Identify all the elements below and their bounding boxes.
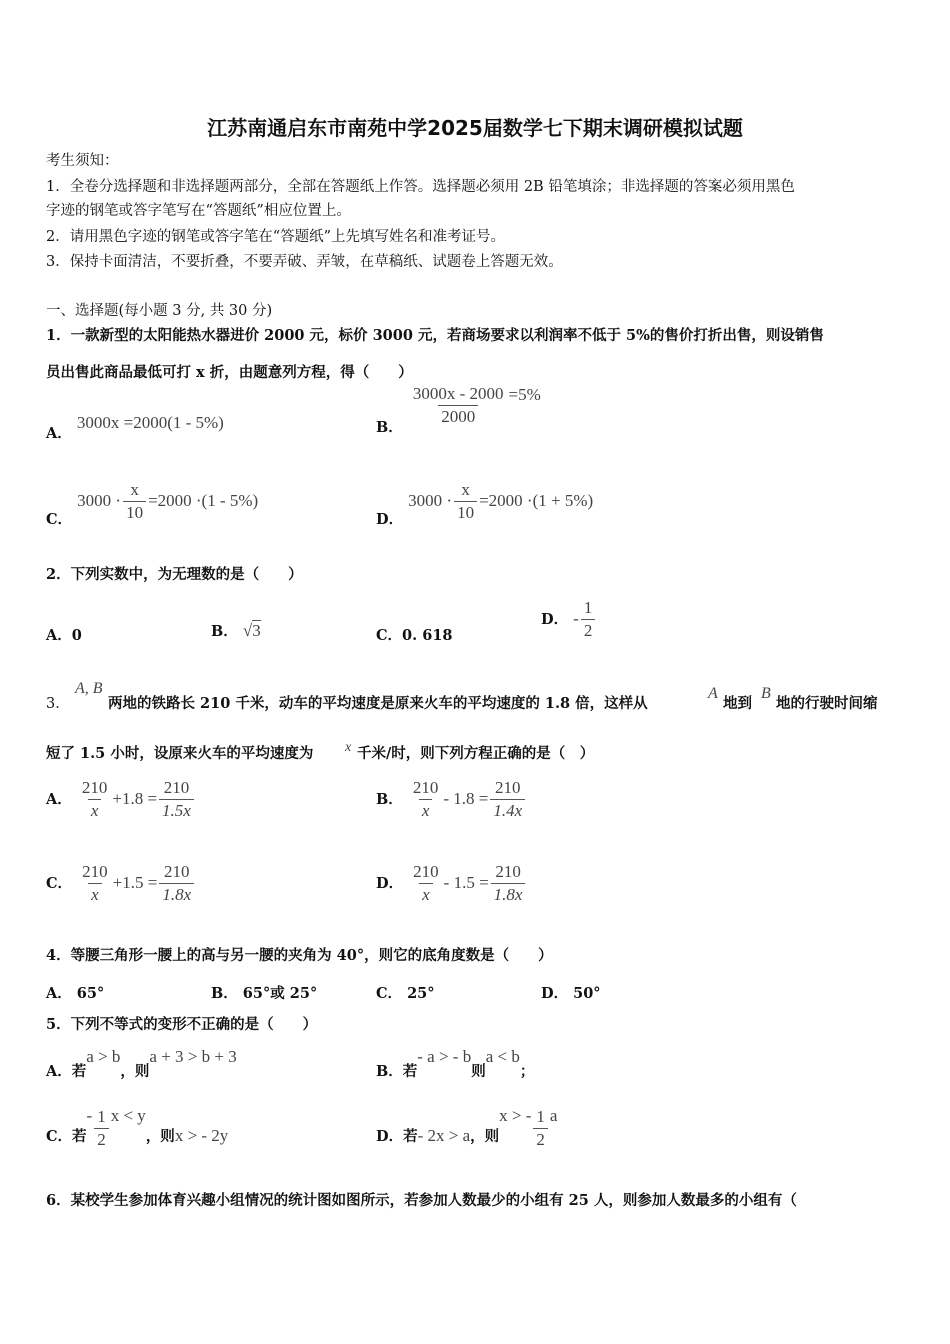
q2-option-b-label: B． (211, 623, 238, 640)
q3-option-a[interactable] (46, 778, 196, 821)
q1-option-b-label: B． (376, 419, 403, 436)
q3-option-d[interactable] (376, 862, 527, 905)
q3-option-d-frac2: $\frac{210}{1.8x}$ (491, 862, 526, 905)
q5-option-c-frac: $\frac{1}{2}$ (94, 1107, 109, 1150)
q3-option-c-op: +1.5 = (112, 873, 158, 892)
q2-option-a-label: A． (46, 627, 72, 644)
q2-option-c-label: C． (376, 627, 403, 644)
q1-option-c-label: C． (46, 511, 73, 528)
q3-option-a-frac2: $\frac{210}{1.5x}$ (159, 778, 194, 821)
q3-option-c[interactable] (46, 862, 196, 905)
q1-option-d-frac: $\frac{x}{10}$ (454, 480, 477, 523)
q5-option-b-label: B．若 (376, 1063, 418, 1080)
q3-text-1: 两地的铁路长 210 千米，动车的平均速度是原来火车的平均速度的 1.8 倍，这样从 (108, 695, 648, 712)
q2-option-b[interactable] (211, 620, 261, 641)
q3-line2b: 千米/时，则下列方程正确的是（ ） (357, 745, 595, 762)
q3-text-2: 地到 (723, 695, 752, 712)
q2-option-d[interactable] (541, 598, 597, 641)
q5-option-b-result: a < b (485, 1047, 520, 1066)
q1-option-d-post: =2000 ·(1 + 5%) (479, 491, 594, 510)
q1-stem-line2: 员出售此商品最低可打 x 折，由题意列方程，得（ ） (46, 364, 413, 381)
q1-stem-line1: 1．一款新型的太阳能热水器进价 2000 元，标价 3000 元，若商场要求以利润率不低于 5%的售价打折出售，则设销售 (46, 327, 824, 344)
q3-option-c-frac2: $\frac{210}{1.8x}$ (159, 862, 194, 905)
q2-option-a[interactable] (46, 624, 82, 645)
q5-option-c[interactable] (46, 1107, 228, 1150)
q2-option-b-value: 3 (252, 621, 261, 640)
q3-number: 3． (46, 696, 70, 712)
q2-option-d-label: D． (541, 611, 569, 628)
q1-option-d-pre: 3000 · (408, 491, 453, 510)
q3-option-d-op: - 1.5 = (443, 873, 489, 892)
q4-option-c[interactable]: C． 25° (376, 985, 435, 1002)
q3-b: B (761, 685, 771, 702)
q3-option-d-label: D． (376, 875, 404, 892)
page-title: 江苏南通启东市南苑中学2025届数学七下期末调研模拟试题 (207, 116, 743, 140)
q2-option-d-frac: $\frac{1}{2}$ (581, 598, 596, 641)
q3-option-d-frac1: $\frac{210}{x}$ (413, 862, 439, 904)
q5-option-b-cond: - a > - b (417, 1047, 472, 1066)
q5-option-a-result: a + 3 > b + 3 (149, 1047, 237, 1066)
q5-option-d-result-post: a (549, 1106, 558, 1125)
section-heading: 一、选择题(每小题 3 分, 共 30 分) (46, 303, 273, 319)
notice-line-1b: 字迹的钢笔或答字笔写在“答题纸”相应位置上。 (46, 203, 351, 219)
q3-option-c-frac1: $\frac{210}{x}$ (82, 862, 108, 904)
q3-option-a-frac1: $\frac{210}{x}$ (81, 778, 108, 820)
q1-option-d[interactable] (376, 480, 594, 528)
q1-option-c-frac: $\frac{x}{10}$ (123, 480, 146, 523)
q3-option-a-label: A． (46, 791, 72, 808)
q3-ab: A, B (75, 680, 103, 697)
q2-stem: 2．下列实数中，为无理数的是（ ） (46, 566, 303, 583)
q1-option-a-label: A． (46, 425, 72, 442)
notice-line-3: 3．保持卡面清洁，不要折叠，不要弄破、弄皱，在草稿纸、试题卷上答题无效。 (46, 254, 563, 270)
q3-option-b-frac1: $\frac{210}{x}$ (412, 778, 439, 820)
q2-option-b-radical: √ (242, 621, 253, 640)
q4-option-d[interactable]: D． 50° (541, 985, 601, 1002)
q2-option-c[interactable] (376, 624, 453, 645)
q5-stem: 5．下列不等式的变形不正确的是（ ） (46, 1016, 318, 1033)
q1-option-b-rest: =5% (508, 385, 541, 404)
q3-line2a: 短了 1.5 小时，设原来火车的平均速度为 (46, 745, 314, 762)
q4-option-b[interactable]: B． 65°或 25° (211, 985, 318, 1002)
q3-option-b-op: - 1.8 = (443, 789, 489, 808)
q5-option-d-then: ，则 (470, 1128, 500, 1145)
q3-option-c-label: C． (46, 875, 73, 892)
q3-option-b-label: B． (376, 791, 403, 808)
q5-option-a[interactable] (46, 1046, 237, 1080)
q5-option-d-frac: $\frac{1}{2}$ (533, 1107, 548, 1150)
q2-option-a-value: 0 (71, 627, 82, 644)
q1-option-c-pre: 3000 · (77, 491, 122, 510)
q6-stem: 6．某校学生参加体育兴趣小组情况的统计图如图所示，若参加人数最少的小组有 25 人，则参加人数最多的小组有（ (46, 1192, 797, 1209)
q1-option-a[interactable] (46, 412, 224, 442)
q5-option-a-cond: a > b (86, 1047, 121, 1066)
q5-option-c-result: x > - 2y (174, 1126, 229, 1145)
q5-option-a-label: A．若 (46, 1063, 87, 1080)
q3-option-a-op: +1.8 = (112, 789, 158, 808)
q1-option-b[interactable] (376, 384, 541, 439)
q3-option-b[interactable] (376, 778, 527, 821)
q5-option-a-then: ，则 (120, 1063, 150, 1080)
notice-heading: 考生须知： (46, 153, 119, 169)
q5-option-b[interactable] (376, 1046, 535, 1080)
q3-option-b-frac2: $\frac{210}{1.4x}$ (490, 778, 525, 821)
q5-option-c-label: C．若 (46, 1128, 87, 1145)
q4-stem: 4．等腰三角形一腰上的高与另一腰的夹角为 40°，则它的底角度数是（ ） (46, 947, 553, 964)
q3-text-3: 地的行驶时间缩 (776, 695, 878, 712)
q3-a: A (708, 685, 718, 702)
q5-option-c-sign: - (86, 1106, 93, 1125)
q1-option-c[interactable] (46, 480, 259, 528)
q3-x: x (345, 740, 352, 755)
q5-option-c-rest: x < y (110, 1106, 146, 1125)
q5-option-b-then: 则 (471, 1063, 486, 1080)
q5-option-d-cond: - 2x > a (417, 1126, 471, 1145)
q1-option-b-frac: $\frac{3000x - 2000}{2000}$ (412, 384, 504, 426)
q4-option-a[interactable]: A． 65° (46, 985, 105, 1002)
q2-option-c-value: 0. 618 (402, 627, 453, 644)
q1-option-a-expr: 3000x =2000(1 - 5%) (76, 413, 224, 432)
q5-option-c-then: ，则 (145, 1128, 175, 1145)
q1-option-d-label: D． (376, 511, 404, 528)
q5-option-d-result-pre: x > - (499, 1106, 532, 1125)
q5-option-d-label: D．若 (376, 1128, 418, 1145)
notice-line-2: 2．请用黑色字迹的钢笔或答字笔在“答题纸”上先填写姓名和准考证号。 (46, 229, 506, 245)
q5-option-d[interactable] (376, 1107, 557, 1150)
notice-line-1a: 1．全卷分选择题和非选择题两部分，全部在答题纸上作答。选择题必须用 2B 铅笔填涂；非选择题的答案必须用黑色 (46, 179, 795, 195)
q2-option-d-sign: - (573, 609, 579, 628)
q1-option-c-post: =2000 ·(1 - 5%) (148, 491, 259, 510)
q5-option-b-end: ； (519, 1063, 535, 1080)
